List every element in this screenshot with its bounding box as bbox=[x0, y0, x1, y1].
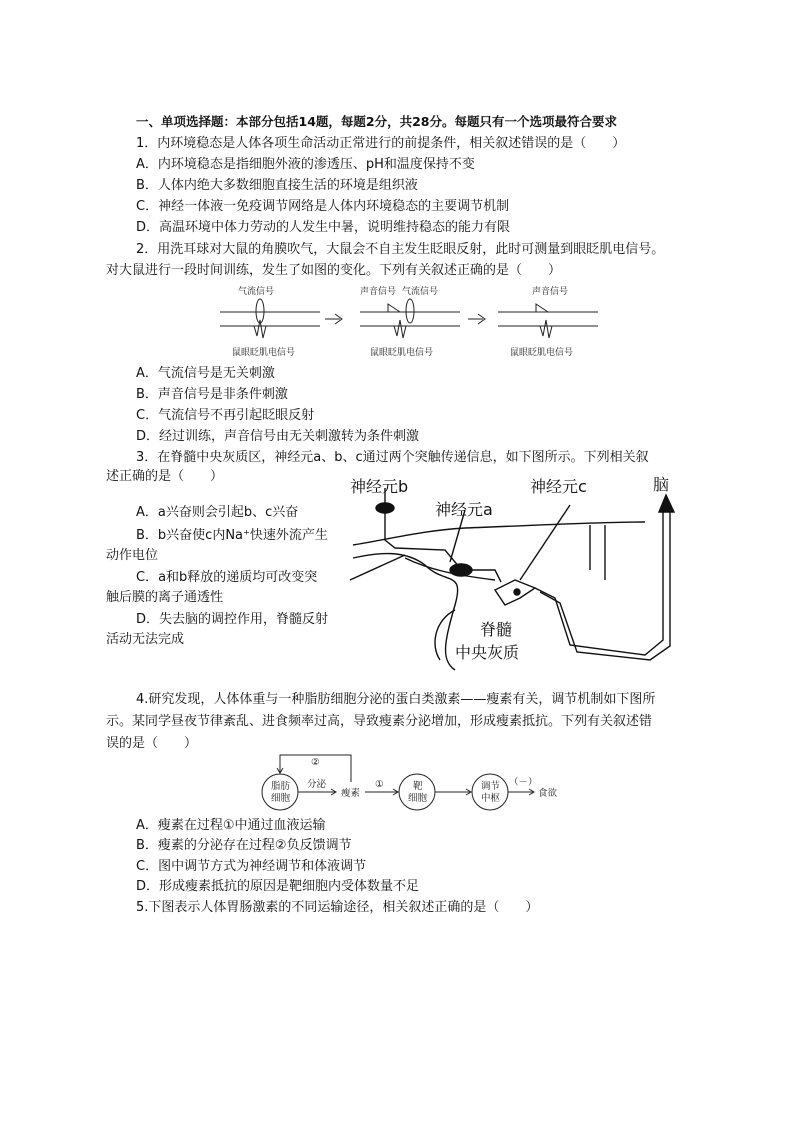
q1-option-c: C．神经一体液一免疫调节网络是人体内环境稳态的主要调节机制 bbox=[136, 199, 510, 214]
q4-minus-label: （－） bbox=[509, 777, 538, 788]
q3-label-neuron-a: 神经元a bbox=[435, 500, 493, 519]
q3-option-c-line2: 触后膜的离子通透性 bbox=[106, 590, 224, 605]
q4-center-label-2: 中枢 bbox=[481, 793, 501, 804]
q2-p2-sound-label: 声音信号 bbox=[360, 287, 397, 297]
q2-p2-airflow-label: 气流信号 bbox=[402, 287, 439, 297]
q2-option-a: A．气流信号是无关刺激 bbox=[136, 366, 275, 381]
q2-p1-emg-spike bbox=[254, 320, 266, 338]
q4-step2-label: ② bbox=[311, 757, 320, 768]
q2-p3-sound-label: 声音信号 bbox=[532, 287, 569, 297]
q4-appetite-label: 食欲 bbox=[538, 788, 558, 799]
q3-neuron-a-axon bbox=[472, 570, 501, 582]
q2-p3-sound-mark bbox=[536, 304, 548, 312]
q3-stem-line1: 3．在脊髓中央灰质区，神经元a、b、c通过两个突触传递信息，如下图所示。下列相关叙 bbox=[136, 450, 649, 465]
q3-option-d-line2: 活动无法完成 bbox=[106, 632, 185, 647]
q4-flowchart bbox=[255, 752, 575, 814]
q2-stem-line2: 对大鼠进行一段时间训练，发生了如图的变化。下列有关叙述正确的是（ ） bbox=[106, 263, 562, 278]
q4-leptin-label: 瘦素 bbox=[341, 788, 361, 799]
q2-p2-sound-mark bbox=[388, 304, 400, 312]
q2-option-c: C．气流信号不再引起眨眼反射 bbox=[136, 408, 315, 423]
q4-option-a: A．瘦素在过程①中通过血液运输 bbox=[136, 818, 326, 833]
q4-stem-line1: 4.研究发现，人体体重与一种脂肪细胞分泌的蛋白类激素——瘦素有关，调节机制如下图所 bbox=[136, 692, 656, 707]
q4-fat-cell-node bbox=[262, 774, 298, 810]
q2-p1-airflow-mark bbox=[256, 299, 264, 323]
q4-stem-line2: 示。某同学昼夜节律紊乱、进食频率过高，导致瘦素分泌增加，形成瘦素抵抗。下列有关叙述错 bbox=[106, 714, 653, 729]
q2-arrow-1 bbox=[325, 314, 342, 324]
q3-label-spinal: 脊髓 bbox=[480, 620, 513, 639]
q4-center-node bbox=[472, 774, 508, 810]
q3-brain-arrow bbox=[659, 495, 674, 512]
q2-stem-line1: 2．用洗耳球对大鼠的角膜吹气，大鼠会不自主发生眨眼反射，此时可测量到眼眨肌电信号。 bbox=[136, 242, 665, 257]
q2-figure bbox=[210, 282, 610, 362]
q4-target-label-2: 细胞 bbox=[408, 793, 428, 804]
q4-option-c: C．图中调节方式为神经调节和体液调节 bbox=[136, 859, 367, 874]
q3-neuron-c-nucleus bbox=[514, 589, 520, 595]
q3-neuron-c-pointer bbox=[520, 505, 570, 580]
q1-option-d: D．高温环境中体力劳动的人发生中暑，说明维持稳态的能力有限 bbox=[136, 220, 511, 235]
q4-option-d: D．形成瘦素抵抗的原因是靶细胞内受体数量不足 bbox=[136, 879, 420, 894]
q2-p1-emg-label: 鼠眼眨肌电信号 bbox=[232, 348, 296, 358]
q1-option-b: B．人体内绝大多数细胞直接生活的环境是组织液 bbox=[136, 178, 418, 193]
q2-p3-emg-label: 鼠眼眨肌电信号 bbox=[510, 348, 574, 358]
q5-stem: 5.下图表示人体胃肠激素的不同运输途径，相关叙述正确的是（ ） bbox=[136, 900, 539, 915]
q3-figure bbox=[345, 470, 690, 675]
q2-p3-emg-spike bbox=[540, 320, 552, 338]
q3-label-brain: 脑 bbox=[653, 475, 670, 494]
q2-p1-airflow-label: 气流信号 bbox=[238, 287, 275, 297]
q3-stem-line2: 述正确的是（ ） bbox=[106, 469, 224, 484]
q3-label-neuron-c: 神经元c bbox=[530, 477, 587, 496]
q4-fat-cell-label-1: 脂肪 bbox=[271, 781, 291, 792]
q3-ascending-tract-1 bbox=[535, 508, 663, 655]
q4-target-cell-node bbox=[399, 774, 435, 810]
q3-spinal-outline-top bbox=[353, 522, 645, 545]
q2-option-b: B．声音信号是非条件刺激 bbox=[136, 387, 288, 402]
q3-option-c-line1: C．a和b释放的递质均可改变突 bbox=[136, 570, 318, 585]
section-heading: 一、单项选择题：本部分包括14题，每题2分，共28分。每题只有一个选项最符合要求 bbox=[136, 114, 617, 129]
q2-p2-airflow-mark bbox=[406, 299, 414, 323]
q4-stem-line3: 误的是（ ） bbox=[106, 736, 198, 751]
q3-gray-matter-lines bbox=[590, 525, 605, 580]
q3-incoming-fiber bbox=[350, 555, 405, 580]
q3-option-b-line1: B．b兴奋使c内Na⁺快速外流产生 bbox=[136, 528, 328, 543]
q4-step1-label: ① bbox=[375, 779, 384, 790]
q4-option-b: B．瘦素的分泌存在过程②负反馈调节 bbox=[136, 838, 352, 853]
q3-option-b-line2: 动作电位 bbox=[106, 548, 159, 563]
q2-option-d: D．经过训练，声音信号由无关刺激转为条件刺激 bbox=[136, 429, 420, 444]
q3-neuron-a-body bbox=[450, 564, 472, 576]
q3-option-d-line1: D．失去脑的调控作用，脊髓反射 bbox=[136, 612, 329, 627]
q3-option-a: A．a兴奋则会引起b、c兴奋 bbox=[136, 505, 299, 520]
q3-label-neuron-b: 神经元b bbox=[350, 477, 409, 496]
q2-p2-emg-label: 鼠眼眨肌电信号 bbox=[370, 348, 434, 358]
q3-label-gray-matter: 中央灰质 bbox=[455, 643, 520, 662]
q1-option-a: A．内环境稳态是指细胞外液的渗透压、pH和温度保持不变 bbox=[136, 157, 475, 172]
q3-neuron-b-body bbox=[376, 503, 394, 513]
q2-arrow-2 bbox=[468, 314, 485, 324]
q4-center-label-1: 调节 bbox=[481, 781, 501, 792]
q2-p2-emg-spike bbox=[394, 320, 406, 338]
q4-fat-cell-label-2: 细胞 bbox=[271, 793, 291, 804]
q4-secrete-label: 分泌 bbox=[307, 779, 327, 790]
q4-target-label-1: 靶 bbox=[413, 781, 423, 792]
q1-stem: 1．内环境稳态是人体各项生命活动正常进行的前提条件，相关叙述错误的是（ ） bbox=[136, 136, 626, 151]
